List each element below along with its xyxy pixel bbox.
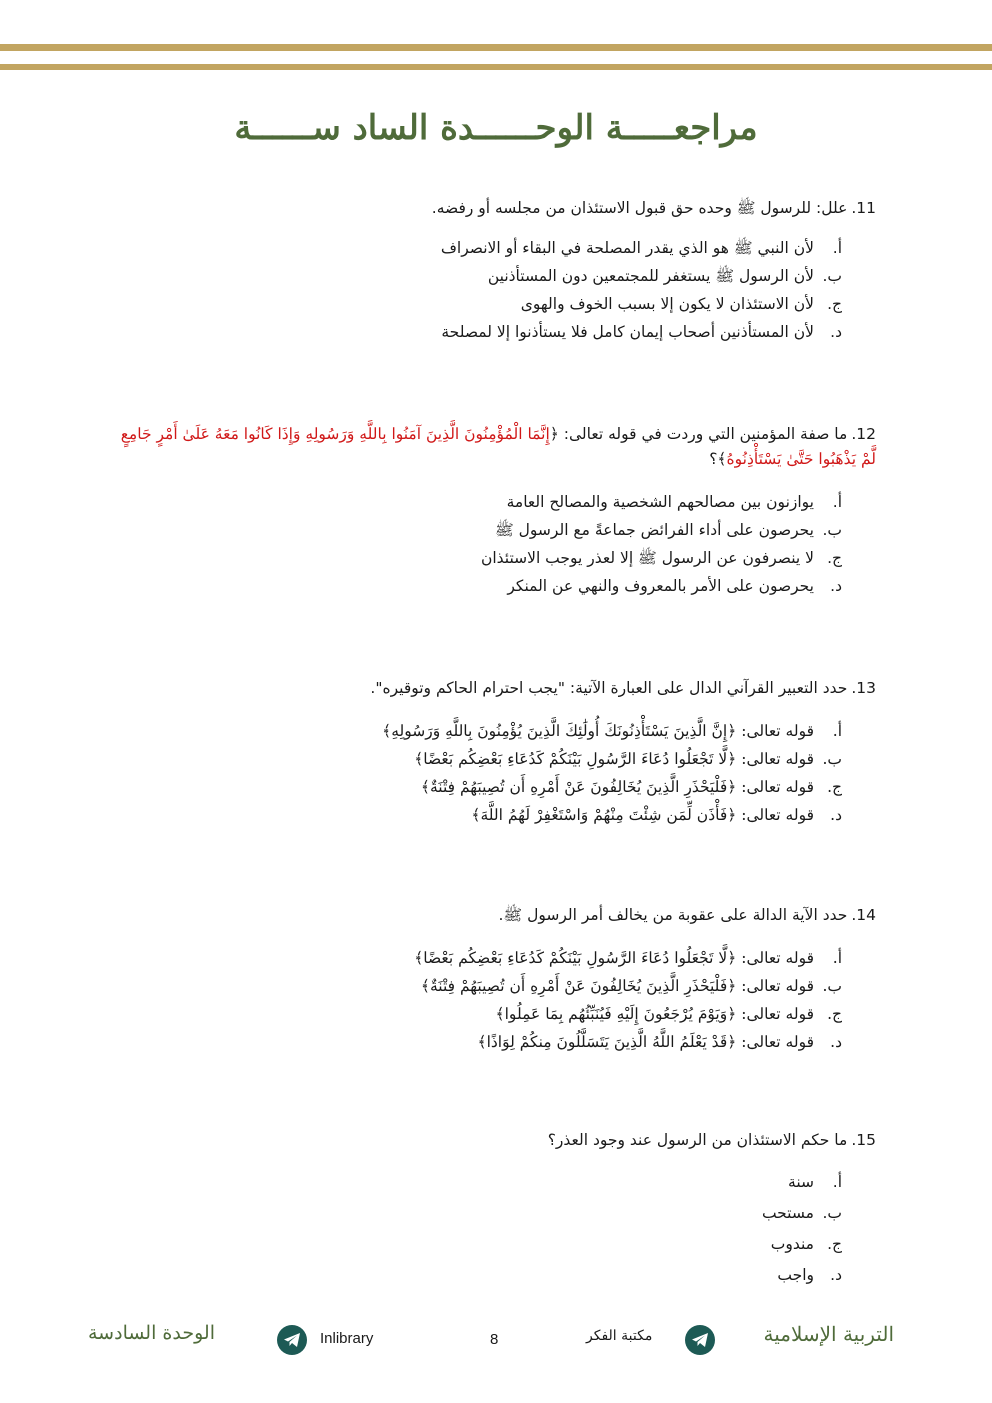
option-d[interactable]: د.يحرصون على الأمر بالمعروف والنهي عن المنكر: [507, 577, 842, 595]
option-a[interactable]: أ.يوازنون بين مصالحهم الشخصية والمصالح العامة: [506, 493, 842, 511]
header-gold-band-top: [0, 44, 992, 51]
option-d[interactable]: د.قوله تعالى: ﴿قَدْ يَعْلَمُ اللَّهُ الَّذِينَ يَتَسَلَّلُونَ مِنكُمْ لِوَاذًا﴾: [477, 1033, 842, 1051]
option-b[interactable]: ب.يحرصون على أداء الفرائض جماعةً مع الرسول ﷺ: [495, 521, 842, 539]
option-c[interactable]: ج.مندوب: [770, 1235, 842, 1253]
question-text: ما صفة المؤمنين التي وردت في قوله تعالى: ﴿: [549, 425, 848, 443]
question-number: 14.: [851, 906, 876, 924]
question-number: 15.: [851, 1131, 876, 1149]
question-12: [116, 422, 876, 472]
options-13: [122, 717, 842, 829]
option-c[interactable]: ج.قوله تعالى: ﴿وَيَوْمَ يُرْجَعُونَ إِلَيْهِ فَيُنَبِّئُهُم بِمَا عَمِلُوا﴾: [495, 1005, 842, 1023]
quran-verse: إِنَّمَا الْمُؤْمِنُونَ الَّذِينَ آمَنُوا بِاللَّهِ وَرَسُولِهِ وَإِذَا كَانُوا مَعَهُ عَلَىٰ أَمْرٍ جَامِعٍ لَّمْ يَذْهَبُوا حَتَّىٰ يَسْتَأْذِنُوهُ: [120, 425, 876, 468]
telegram-icon[interactable]: [685, 1325, 715, 1355]
option-a[interactable]: أ.لأن النبي ﷺ هو الذي يقدر المصلحة في البقاء أو الانصراف: [440, 239, 842, 257]
option-a[interactable]: أ.قوله تعالى: ﴿إِنَّ الَّذِينَ يَسْتَأْذِنُونَكَ أُولَٰئِكَ الَّذِينَ يُؤْمِنُونَ بِاللَّهِ وَرَسُولِهِ﴾: [382, 722, 842, 740]
footer-library-name: مكتبة الفكر: [586, 1328, 653, 1344]
question-text-end: ﴾؟: [709, 450, 727, 468]
options-15: [122, 1167, 842, 1291]
page-number: 8: [490, 1331, 499, 1348]
question-14: [116, 903, 876, 928]
question-text: حدد الآية الدالة على عقوبة من يخالف أمر الرسول ﷺ.: [498, 906, 848, 924]
question-13: [116, 676, 876, 701]
option-b[interactable]: ب.مستحب: [761, 1204, 842, 1222]
question-text: علل: للرسول ﷺ وحده حق قبول الاستئذان من مجلسه أو رفضه.: [431, 199, 848, 217]
header-gold-band-bottom: [0, 64, 992, 70]
options-14: [122, 944, 842, 1056]
options-12: [122, 488, 842, 600]
option-b[interactable]: ب.لأن الرسول ﷺ يستغفر للمجتمعين دون المستأذنين: [487, 267, 842, 285]
option-a[interactable]: أ.قوله تعالى: ﴿لَّا تَجْعَلُوا دُعَاءَ الرَّسُولِ بَيْنَكُمْ كَدُعَاءِ بَعْضِكُم بَعْضًا﴾: [414, 949, 842, 967]
question-15: [116, 1128, 876, 1153]
option-b[interactable]: ب.قوله تعالى: ﴿فَلْيَحْذَرِ الَّذِينَ يُخَالِفُونَ عَنْ أَمْرِهِ أَن تُصِيبَهُمْ فِتْنَةٌ﴾: [420, 977, 842, 995]
footer-unit: الوحدة السادسة: [88, 1322, 215, 1344]
telegram-icon[interactable]: [277, 1325, 307, 1355]
options-11: [122, 234, 842, 346]
option-c[interactable]: ج.قوله تعالى: ﴿فَلْيَحْذَرِ الَّذِينَ يُخَالِفُونَ عَنْ أَمْرِهِ أَن تُصِيبَهُمْ فِتْنَةٌ﴾: [420, 778, 842, 796]
question-number: 12.: [851, 425, 876, 443]
option-d[interactable]: د.قوله تعالى: ﴿فَأْذَن لِّمَن شِئْتَ مِنْهُمْ وَاسْتَغْفِرْ لَهُمُ اللَّهَ﴾: [471, 806, 842, 824]
question-number: 11.: [851, 199, 876, 217]
question-text: ما حكم الاستئذان من الرسول عند وجود العذر؟: [547, 1131, 848, 1149]
option-d[interactable]: د.واجب: [777, 1266, 842, 1284]
option-c[interactable]: ج.لا ينصرفون عن الرسول ﷺ إلا لعذر يوجب الاستئذان: [480, 549, 842, 567]
page-title: مراجعـــــة الوحــــــدة الساد ســــــة: [234, 108, 758, 148]
question-11: [116, 196, 876, 221]
option-c[interactable]: ج.لأن الاستئذان لا يكون إلا بسبب الخوف والهوى: [520, 295, 842, 313]
option-d[interactable]: د.لأن المستأذنين أصحاب إيمان كامل فلا يستأذنوا إلا لمصلحة: [441, 323, 842, 341]
footer-channel[interactable]: Inlibrary: [320, 1330, 374, 1347]
footer-subject: التربية الإسلامية: [763, 1322, 894, 1346]
option-a[interactable]: أ.سنة: [788, 1173, 842, 1191]
question-text: حدد التعبير القرآني الدال على العبارة الآتية: "يجب احترام الحاكم وتوقيره".: [370, 679, 848, 697]
question-number: 13.: [851, 679, 876, 697]
option-b[interactable]: ب.قوله تعالى: ﴿لَّا تَجْعَلُوا دُعَاءَ الرَّسُولِ بَيْنَكُمْ كَدُعَاءِ بَعْضِكُم بَعْضًا﴾: [414, 750, 842, 768]
